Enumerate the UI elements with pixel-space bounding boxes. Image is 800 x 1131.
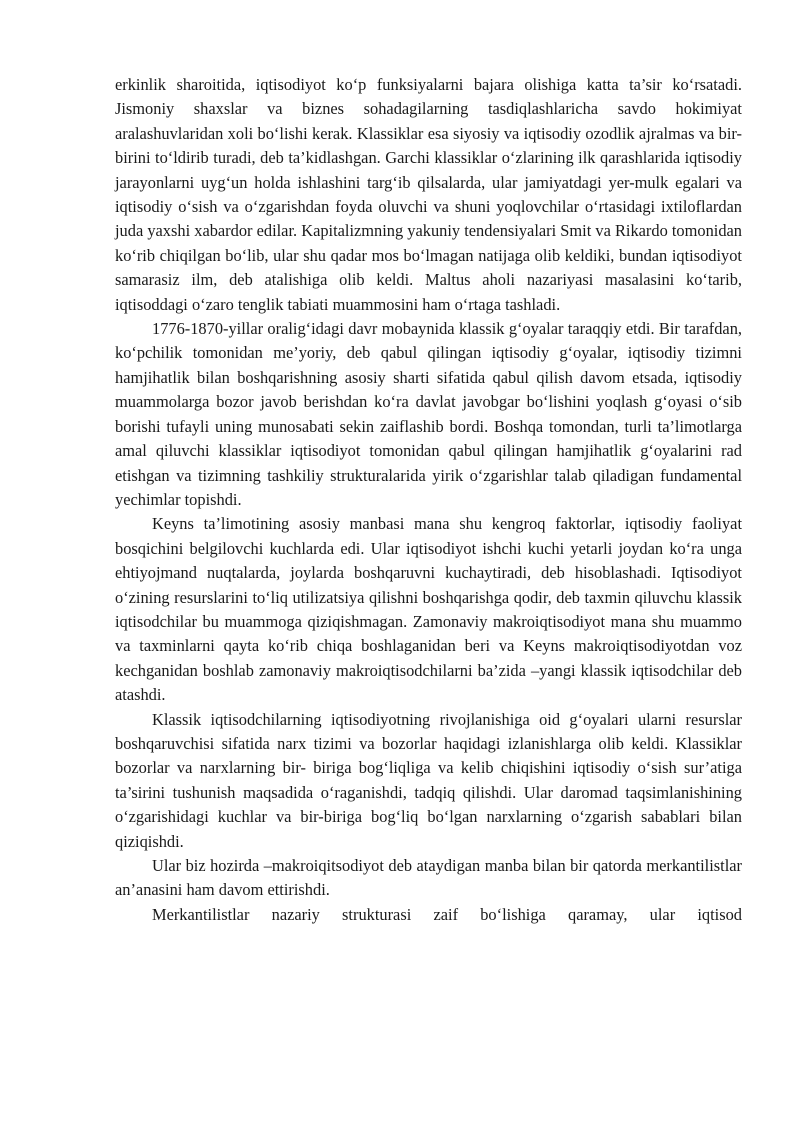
paragraph-4: Klassik iqtisodchilarning iqtisodiyotning rivojlanishiga oid g‘oyalari ularni resurslar boshqaruvchisi sifatida narx tizimi va bozorlar haqidagi izlanishlarga olib keldi. Klassiklar bozorlar va narxlarning bir- biriga bog‘liqliga va kelib chiqishini iqtisodiy o‘sish sur’atiga ta’sirini tushunish maqsadida o‘raganishdi, tadqiq qilishdi. Ular daromad taqsimlanishining o‘zgarishidagi kuchlar va bir-biriga bog‘liq bo‘lgan narxlarning o‘zgarish sabablari bilan qiziqishdi. — [115, 709, 742, 851]
paragraph-2: 1776-1870-yillar oralig‘idagi davr mobaynida klassik g‘oyalar taraqqiy etdi. Bir tarafdan, ko‘pchilik tomonidan me’yoriy, deb qabul qilingan iqtisodiy g‘oyalar, iqtisodiy tizimni hamjihatlik bilan boshqarishning asosiy sharti sifatida qabul qilish davom etsada, iqtisodiy muammolarga bozor javob berishdan ko‘ra davlat javobgar bo‘lishini yoqlash g‘oyasi o‘sib borishi tufayli uning munosabati sekin zaiflashib bordi. Boshqa tomondan, turli ta’limotlarga amal qiluvchi klassiklar iqtisodiyot tomonidan qabul qilingan hamjihatlik g‘oyalarini rad etishgan va tizimning tashkiliy strukturalarida yirik o‘zgarishlar talab qiladigan fundamental yechimlar topishdi. — [115, 319, 742, 509]
paragraph-5: Ular biz hozirda –makroiqitsodiyot deb ataydigan manba bilan bir qatorda merkantilistlar an’anasini ham davom ettirishdi. — [115, 856, 742, 900]
document-page — [115, 73, 742, 927]
paragraph-1: erkinlik sharoitida, iqtisodiyot ko‘p funksiyalarni bajara olishiga katta ta’sir ko‘rsatadi. Jismoniy shaxslar va biznes sohadagilarning tasdiqlashlaricha savdo hokimiyat aralashuvlaridan xoli bo‘lishi kerak. Klassiklar esa siyosiy va iqtisodiy ozodlik ajralmas va bir-birini to‘ldirib turadi, deb ta’kidlashgan. Garchi klassiklar o‘zlarining ilk qarashlarida iqtisodiy jarayonlarni uyg‘un holda ishlashini targ‘ib qilsalarda, ular jamiyatdagi yer-mulk egalari va iqtisodiy o‘sish va o‘zgarishdan foyda oluvchi va shuni yoqlovchilar o‘rtasidagi ixtiloflardan juda yaxshi xabardor edilar. Kapitalizmning yakuniy tendensiyalari Smit va Rikardo tomonidan ko‘rib chiqilgan bo‘lib, ular shu qadar mos bo‘lmagan natijaga olib keldiki, bundan iqtisodiyot samarasiz ilm, deb atalishiga olib keldi. Maltus aholi nazariyasi masalasini ko‘tarib, iqtisoddagi o‘zaro tenglik tabiati muammosini ham o‘rtaga tashladi. — [115, 75, 742, 314]
paragraph-3: Keyns ta’limotining asosiy manbasi mana shu kengroq faktorlar, iqtisodiy faoliyat bosqichini belgilovchi kuchlarda edi. Ular iqtisodiyot ishchi kuchi yetarli joydan ko‘ra unga ehtiyojmand nuqtalarda, joylarda boshqaruvni kuchaytiradi, deb hisoblashadi. Iqtisodiyot o‘zining resurslarini to‘liq utilizatsiya qilishni boshqarishga qodir, deb taxmin qiluvchu klassik iqtisodchilar bu muammoga qiziqishmagan. Zamonaviy makroiqtisodiyot mana shu muammo va taxminlarni qayta ko‘rib chiqa boshlaganidan beri va Keyns makroiqtisodiyotdan voz kechganidan boshlab zamonaviy makroiqtisodchilarni ba’zida –yangi klassik iqtisodchilar deb atashdi. — [115, 514, 742, 705]
paragraph-6: Merkantilistlar nazariy strukturasi zaif bo‘lishiga qaramay, ular iqtisod — [152, 904, 742, 924]
